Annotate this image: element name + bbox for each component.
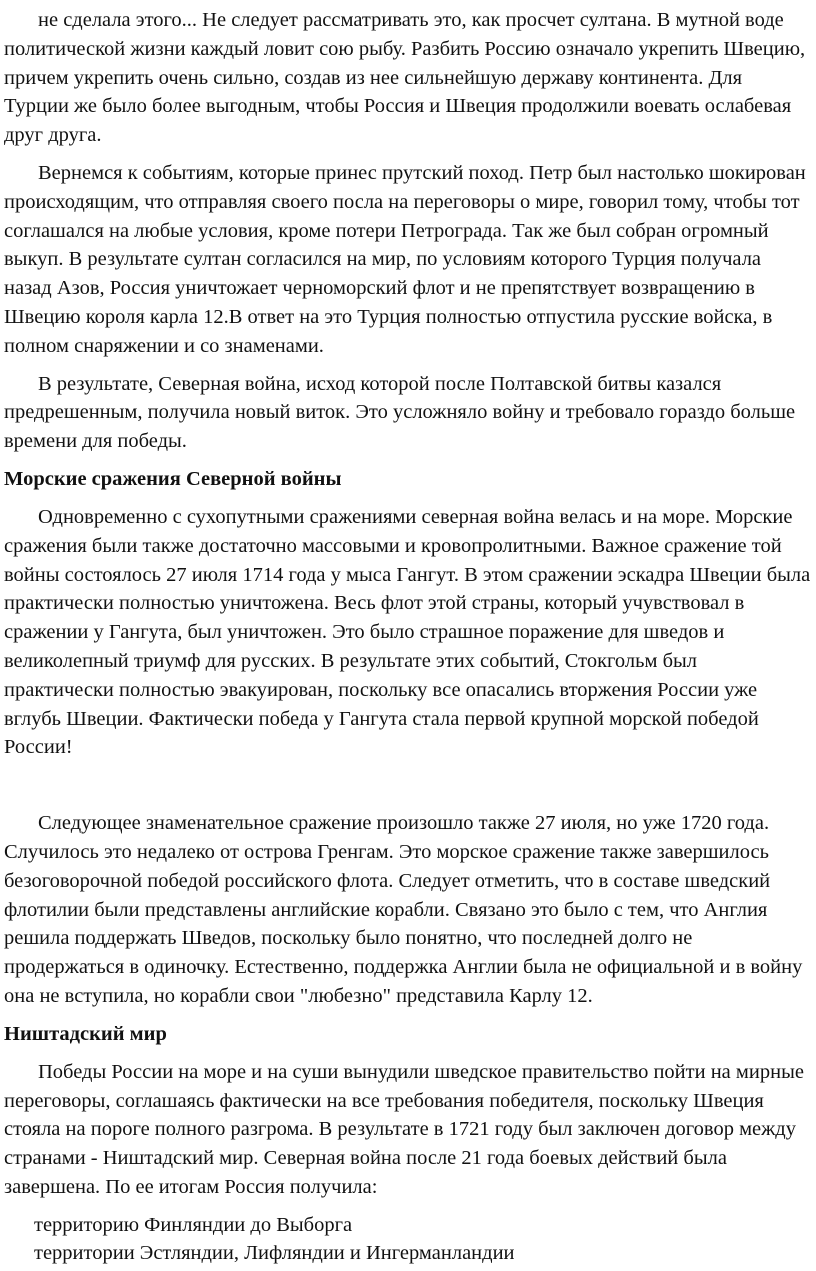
paragraph-new-turn: В результате, Северная война, исход которой после Полтавской битвы казался предрешенным, получила новый виток. Это усложняло войну и требовало гораздо больше времени для победы. xyxy=(4,372,796,453)
paragraph-gangut: Одновременно с сухопутными сражениями северная война велась и на море. Морские сражения были также достаточно массовыми и кровопролитными. Важное сражение той войны состоялось 27 июля 1714 года у мыса Гангут. В этом сражении эскадра Швеции была практически полностью уничтожена. Весь флот этой страны, который учувствовал в сражении у Гангута, был уничтожен. Это было страшное поражение для шведов и великолепный триумф для русских. В результате этих событий, Стокгольм был практически полностью эвакуирован, поскольку все опасались вторжения России уже вглубь Швеции. Фактически победа у Гангута стала первой крупной морской победой России! xyxy=(4,505,811,759)
paragraph-gap xyxy=(4,771,812,809)
paragraph-grengam: Следующее знаменательное сражение произошло также 27 июля, но уже 1720 года. Случилось это недалеко от острова Гренгам. Это морское сражение также завершилось безоговорочной победой российского флота. Следует отметить, что в составе шведский флотилии были представлены английские корабли. Связано это было с тем, что Англия решила поддержать Шведов, поскольку было понятно, что последней долго не продержаться в одиночку. Естественно, поддержка Англии была не официальной и в войну она не вступила, но корабли свои "любезно" представила Карлу 12. xyxy=(4,812,803,1007)
list-item: территории Эстляндии, Лифляндии и Ингерманландии xyxy=(34,1241,515,1264)
paragraph-nystad: Победы России на море и на суши вынудили шведское правительство пойти на мирные переговоры, соглашаясь фактически на все требования победителя, поскольку Швеция стояла на пороге полного разгрома. В результате в 1721 году был заключен договор между странами - Ништадский мир. Северная война после 21 года боевых действий была завершена. По ее итогам Россия получила: xyxy=(4,1060,804,1198)
heading-nystad-peace: Ништадский мир xyxy=(4,1022,167,1045)
paragraph-sultan: не сделала этого... Не следует рассматривать это, как просчет султана. В мутной воде политической жизни каждый ловит сою рыбу. Разбить Россию означало укрепить Швецию, причем укрепить очень сильно, создав из нее сильнейшую державу континента. Для Турции же было более выгодным, чтобы Россия и Швеция продолжили воевать ослабевая друг друга. xyxy=(4,9,806,147)
paragraph-prut-campaign: Вернемся к событиям, которые принес прутский поход. Петр был настолько шокирован происходящим, что отправляя своего посла на переговоры о мире, говорил тому, чтобы тот соглашался на любые условия, кроме потери Петрограда. Так же был собран огромный выкуп. В результате султан согласился на мир, по условиям которого Турция получала назад Азов, Россия уничтожает черноморский флот и не препятствует возвращению в Швецию короля карла 12.В ответ на это Турция полностью отпустила русские войска, в полном снаряжении и со знаменами. xyxy=(4,161,806,357)
heading-naval-battles: Морские сражения Северной войны xyxy=(4,467,342,490)
list-item: территорию Финляндии до Выборга xyxy=(34,1213,353,1236)
territory-list xyxy=(4,1211,812,1267)
document-page xyxy=(4,6,812,1267)
